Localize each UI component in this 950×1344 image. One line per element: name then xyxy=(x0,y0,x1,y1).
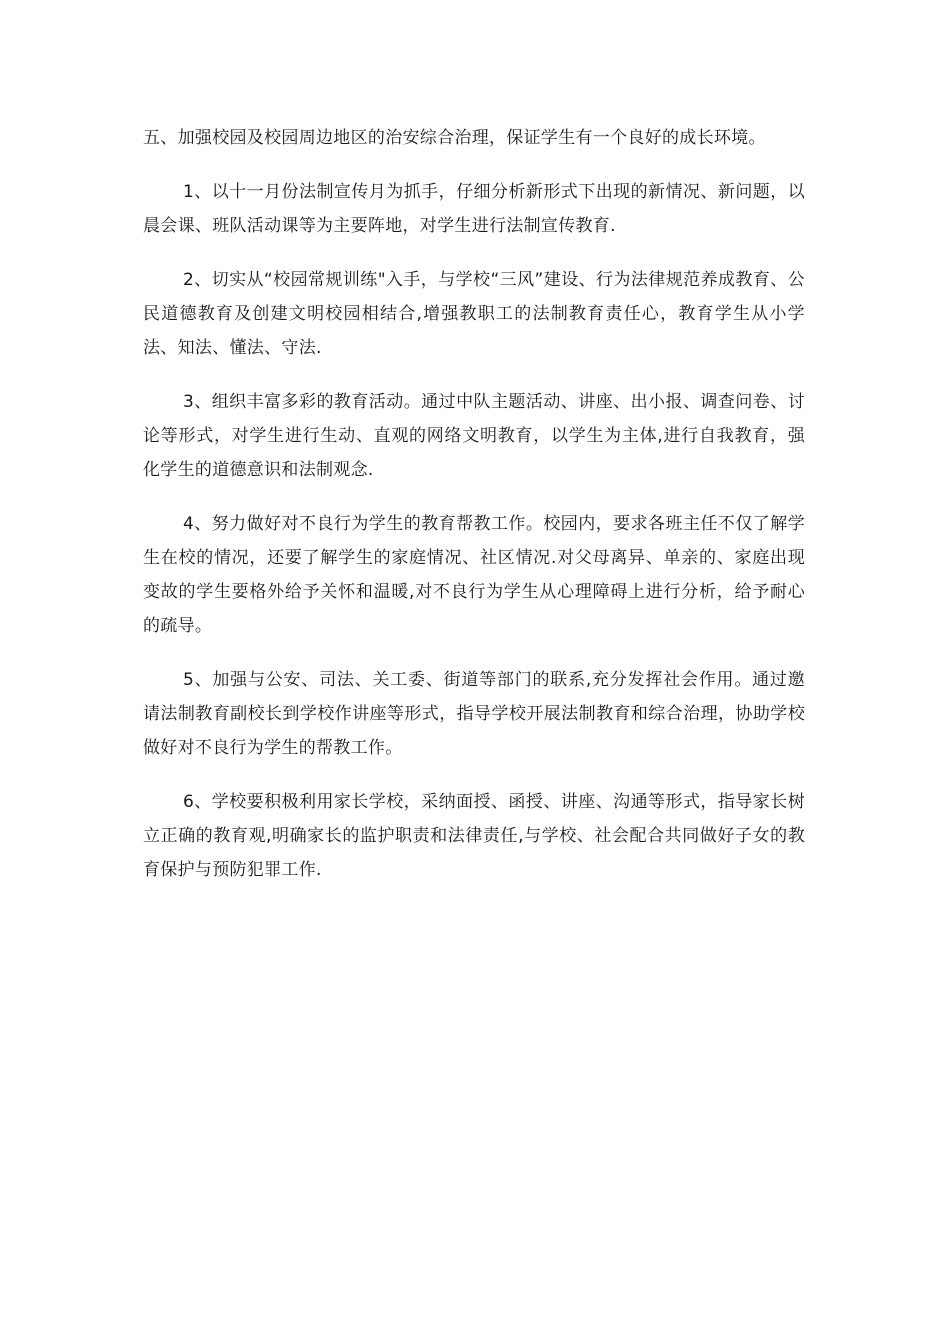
paragraph-3: 3、组织丰富多彩的教育活动。通过中队主题活动、讲座、出小报、调查问卷、讨论等形式，对学生进行生动、直观的网络文明教育，以学生为主体,进行自我教育，强化学生的道德意识和法制观念. xyxy=(143,392,805,480)
paragraph-5: 5、加强与公安、司法、关工委、街道等部门的联系,充分发挥社会作用。通过邀请法制教育副校长到学校作讲座等形式，指导学校开展法制教育和综合治理，协助学校做好对不良行为学生的帮教工作。 xyxy=(143,670,805,758)
paragraph-2: 2、切实从“校园常规训练"入手，与学校“三风”建设、行为法律规范养成教育、公民道德教育及创建文明校园相结合,增强教职工的法制教育责任心，教育学生从小学法、知法、懂法、守法. xyxy=(143,270,805,358)
paragraph-6: 6、学校要积极利用家长学校，采纳面授、函授、讲座、沟通等形式，指导家长树立正确的教育观,明确家长的监护职责和法律责任,与学校、社会配合共同做好子女的教育保护与预防犯罪工作. xyxy=(143,792,805,880)
paragraph-4: 4、努力做好对不良行为学生的教育帮教工作。校园内，要求各班主任不仅了解学生在校的情况，还要了解学生的家庭情况、社区情况.对父母离异、单亲的、家庭出现变故的学生要格外给予关怀和温暖,对不良行为学生从心理障碍上进行分析，给予耐心的疏导。 xyxy=(143,514,805,636)
document-body xyxy=(143,121,805,907)
section-heading: 五、加强校园及校园周边地区的治安综合治理，保证学生有一个良好的成长环境。 xyxy=(143,128,766,148)
paragraph-1: 1、以十一月份法制宣传月为抓手，仔细分析新形式下出现的新情况、新问题，以晨会课、班队活动课等为主要阵地，对学生进行法制宣传教育. xyxy=(143,182,805,236)
